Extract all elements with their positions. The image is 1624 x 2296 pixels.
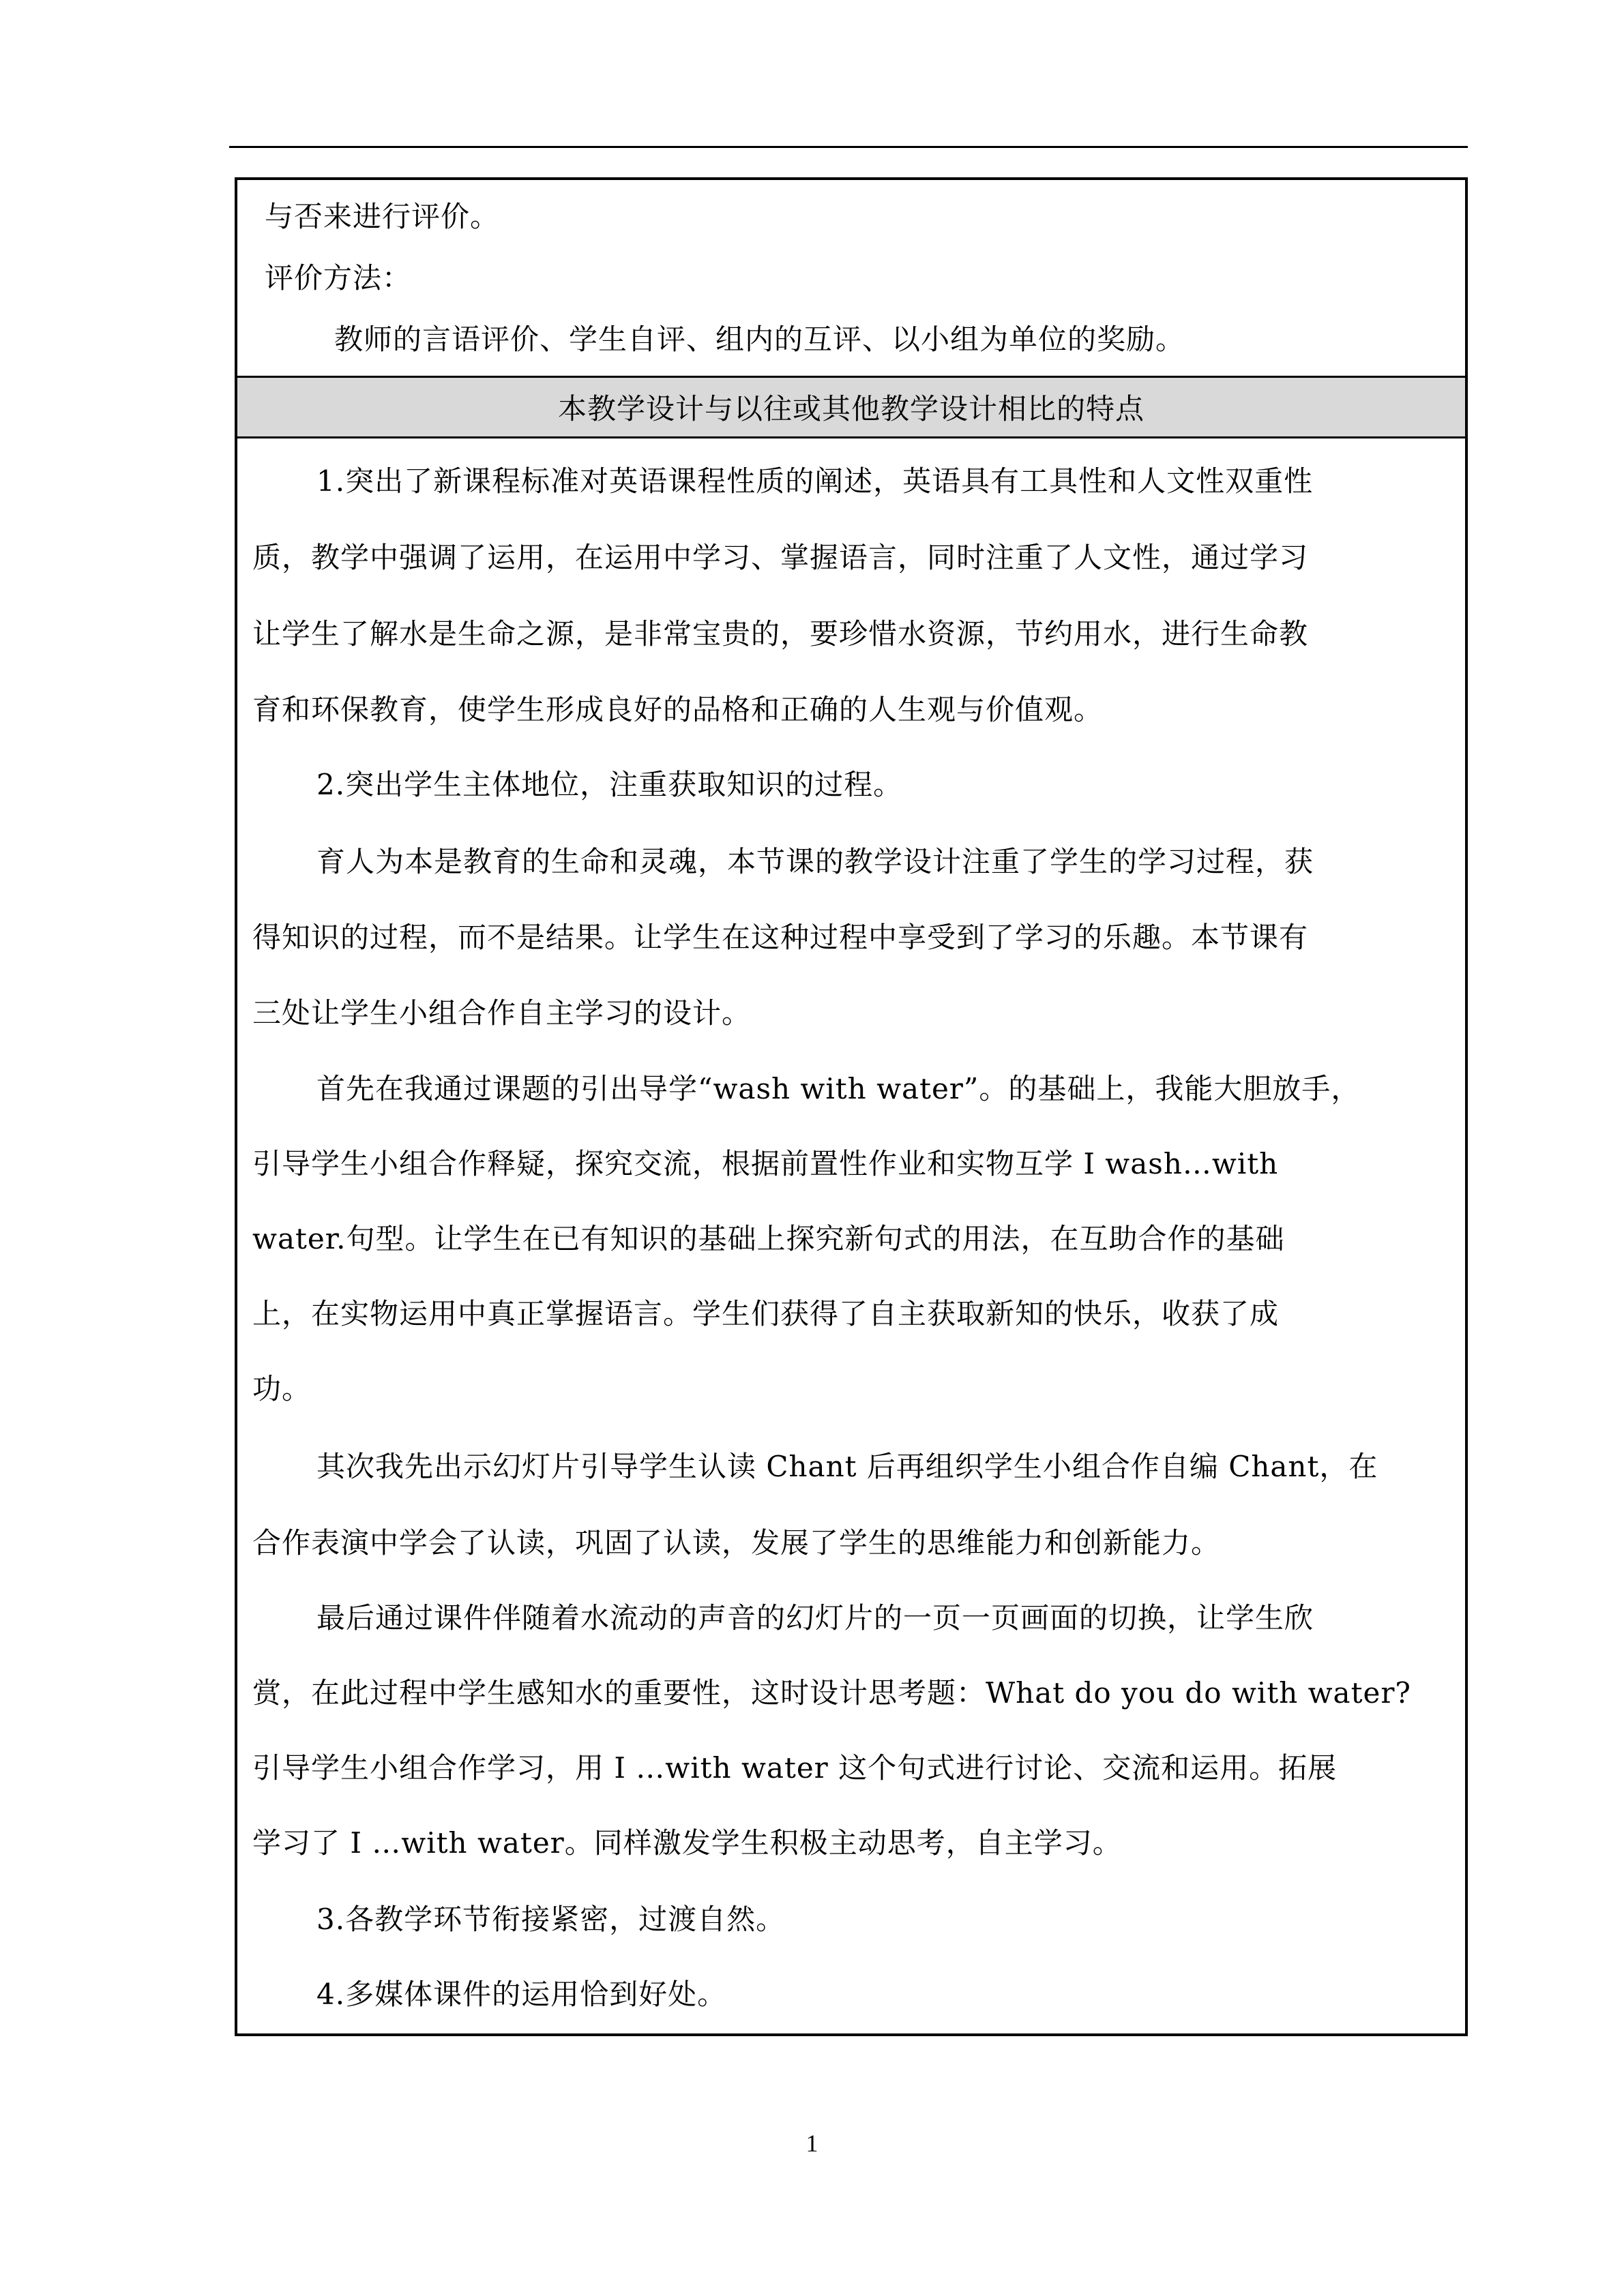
paragraph-line: 得知识的过程，而不是结果。让学生在这种过程中享受到了学习的乐趣。本节课有: [252, 921, 1309, 954]
lesson-design-table: [235, 177, 1468, 2036]
paragraph-line: 最后通过课件伴随着水流动的声音的幻灯片的一页一页画面的切换，让学生欣: [316, 1601, 1314, 1635]
paragraph-line: 三处让学生小组合作自主学习的设计。: [252, 996, 752, 1030]
evaluation-method-text: 教师的言语评价、学生自评、组内的互评、以小组为单位的奖励。: [334, 323, 1185, 356]
features-heading-cell: [237, 376, 1465, 438]
paragraph-line: 学习了 I …with water。同样激发学生积极主动思考，自主学习。: [252, 1826, 1122, 1860]
paragraph-line: 赏，在此过程中学生感知水的重要性，这时设计思考题：What do you do with water?: [252, 1676, 1411, 1710]
page-number: 1: [806, 2130, 818, 2157]
header-rule: [229, 146, 1468, 148]
paragraph-line: 引导学生小组合作释疑，探究交流，根据前置性作业和实物互学 I wash…with: [252, 1147, 1279, 1180]
paragraph-line: 育人为本是教育的生命和灵魂，本节课的教学设计注重了学生的学习过程，获: [316, 845, 1314, 878]
features-heading: 本教学设计与以往或其他教学设计相比的特点: [557, 392, 1145, 426]
paragraph-line: 首先在我通过课题的引出导学“wash with water”。的基础上，我能大胆放手，: [316, 1072, 1361, 1105]
paragraph-line: 1.突出了新课程标准对英语课程性质的阐述，英语具有工具性和人文性双重性: [316, 464, 1314, 498]
paragraph-line: 质，教学中强调了运用，在运用中学习、掌握语言，同时注重了人文性，通过学习: [252, 541, 1309, 574]
paragraph-line: 3.各教学环节衔接紧密，过渡自然。: [316, 1903, 786, 1936]
paragraph-line: 引导学生小组合作学习，用 I …with water 这个句式进行讨论、交流和运用。拓展: [252, 1751, 1338, 1785]
paragraph-line: 合作表演中学会了认读，巩固了认读，发展了学生的思维能力和创新能力。: [252, 1526, 1221, 1560]
paragraph-line: 功。: [252, 1372, 312, 1405]
evaluation-cell: [237, 180, 1465, 376]
paragraph-line: 4.多媒体课件的运用恰到好处。: [316, 1978, 727, 2011]
evaluation-method-label: 评价方法：: [265, 261, 412, 295]
evaluation-line: 与否来进行评价。: [265, 200, 500, 233]
paragraph-line: 2.突出学生主体地位，注重获取知识的过程。: [316, 768, 903, 801]
paragraph-line: 其次我先出示幻灯片引导学生认读 Chant 后再组织学生小组合作自编 Chant，在: [316, 1450, 1378, 1483]
paragraph-line: 育和环保教育，使学生形成良好的品格和正确的人生观与价值观。: [252, 693, 1104, 726]
paragraph-line: 上，在实物运用中真正掌握语言。学生们获得了自主获取新知的快乐，收获了成: [252, 1297, 1280, 1330]
paragraph-line: 让学生了解水是生命之源，是非常宝贵的，要珍惜水资源，节约用水，进行生命教: [252, 617, 1309, 651]
features-cell: [237, 438, 1465, 2033]
paragraph-line: water.句型。让学生在已有知识的基础上探究新句式的用法，在互助合作的基础: [252, 1222, 1285, 1255]
